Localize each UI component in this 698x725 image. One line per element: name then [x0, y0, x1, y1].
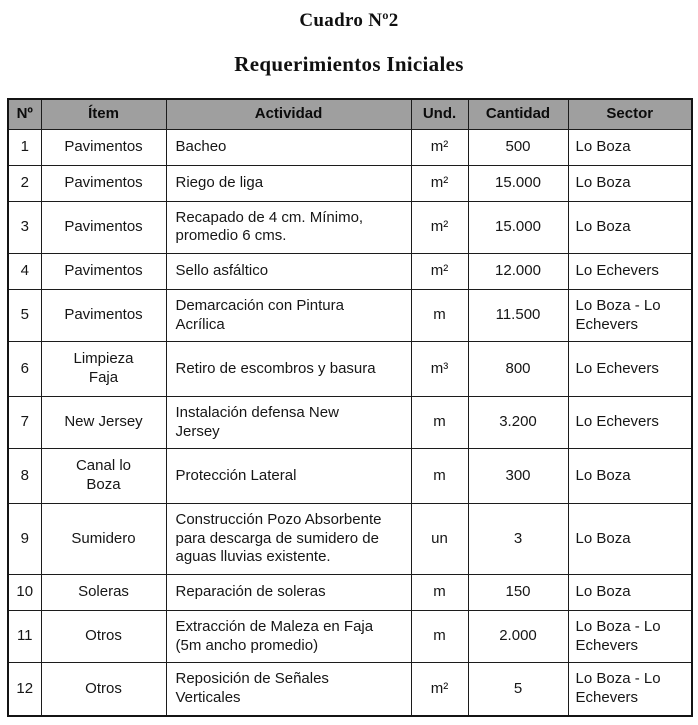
cell-item: Otros [41, 663, 166, 716]
cell-actividad: Construcción Pozo Absorbente para descarga de sumidero de aguas lluvias existente. [166, 503, 411, 574]
table-row [8, 503, 692, 574]
cell-und: m² [411, 130, 468, 166]
cell-item: Canal lo Boza [41, 449, 166, 504]
header-item: Ítem [41, 99, 166, 130]
cell-item: Pavimentos [41, 289, 166, 342]
cell-actividad: Demarcación con Pintura Acrílica [166, 289, 411, 342]
cell-num: 6 [8, 342, 41, 397]
cell-item: Pavimentos [41, 165, 166, 201]
cell-und: m² [411, 254, 468, 290]
cell-cantidad: 5 [468, 663, 568, 716]
cell-und: m² [411, 201, 468, 254]
cell-cantidad: 12.000 [468, 254, 568, 290]
table-row [8, 254, 692, 290]
cell-und: m [411, 610, 468, 663]
table-row [8, 663, 692, 716]
cell-num: 8 [8, 449, 41, 504]
cell-und: m [411, 449, 468, 504]
cell-sector: Lo Boza [568, 201, 692, 254]
header-sector: Sector [568, 99, 692, 130]
cell-sector: Lo Boza - Lo Echevers [568, 610, 692, 663]
header-actividad: Actividad [166, 99, 411, 130]
cell-cantidad: 15.000 [468, 165, 568, 201]
cell-item: Pavimentos [41, 254, 166, 290]
cell-num: 12 [8, 663, 41, 716]
table-row [8, 575, 692, 611]
cell-actividad: Sello asfáltico [166, 254, 411, 290]
cell-num: 3 [8, 201, 41, 254]
cell-cantidad: 2.000 [468, 610, 568, 663]
cell-cantidad: 15.000 [468, 201, 568, 254]
cell-num: 1 [8, 130, 41, 166]
cell-actividad: Protección Lateral [166, 449, 411, 504]
table-header-row [8, 99, 692, 130]
table-row [8, 165, 692, 201]
cell-sector: Lo Boza [568, 503, 692, 574]
cell-sector: Lo Boza [568, 575, 692, 611]
table-row [8, 130, 692, 166]
cell-und: m³ [411, 342, 468, 397]
cell-actividad: Reparación de soleras [166, 575, 411, 611]
table-row [8, 449, 692, 504]
cell-cantidad: 11.500 [468, 289, 568, 342]
table-row [8, 342, 692, 397]
document-title: Cuadro Nº2 [299, 10, 399, 31]
cell-num: 2 [8, 165, 41, 201]
cell-cantidad: 800 [468, 342, 568, 397]
header-num: Nº [8, 99, 41, 130]
cell-cantidad: 3.200 [468, 396, 568, 449]
cell-item: Soleras [41, 575, 166, 611]
cell-item: New Jersey [41, 396, 166, 449]
cell-sector: Lo Boza - Lo Echevers [568, 663, 692, 716]
cell-actividad: Retiro de escombros y basura [166, 342, 411, 397]
cell-num: 5 [8, 289, 41, 342]
table-row [8, 289, 692, 342]
cell-sector: Lo Boza - Lo Echevers [568, 289, 692, 342]
cell-und: m [411, 289, 468, 342]
cell-num: 11 [8, 610, 41, 663]
requirements-table [7, 98, 693, 717]
cell-und: m [411, 396, 468, 449]
cell-num: 9 [8, 503, 41, 574]
cell-und: m [411, 575, 468, 611]
cell-cantidad: 300 [468, 449, 568, 504]
cell-item: Pavimentos [41, 201, 166, 254]
cell-sector: Lo Boza [568, 165, 692, 201]
document-subtitle: Requerimientos Iniciales [234, 52, 464, 76]
cell-num: 10 [8, 575, 41, 611]
table-row [8, 610, 692, 663]
cell-sector: Lo Echevers [568, 342, 692, 397]
table-row [8, 201, 692, 254]
cell-actividad: Recapado de 4 cm. Mínimo, promedio 6 cms. [166, 201, 411, 254]
cell-item: Pavimentos [41, 130, 166, 166]
cell-num: 4 [8, 254, 41, 290]
cell-cantidad: 150 [468, 575, 568, 611]
cell-actividad: Instalación defensa New Jersey [166, 396, 411, 449]
cell-cantidad: 500 [468, 130, 568, 166]
cell-actividad: Riego de liga [166, 165, 411, 201]
cell-num: 7 [8, 396, 41, 449]
table-row [8, 396, 692, 449]
cell-actividad: Bacheo [166, 130, 411, 166]
cell-und: m² [411, 663, 468, 716]
cell-item: Sumidero [41, 503, 166, 574]
cell-actividad: Reposición de Señales Verticales [166, 663, 411, 716]
cell-actividad: Extracción de Maleza en Faja (5m ancho promedio) [166, 610, 411, 663]
cell-cantidad: 3 [468, 503, 568, 574]
cell-und: un [411, 503, 468, 574]
header-und: Und. [411, 99, 468, 130]
cell-sector: Lo Echevers [568, 254, 692, 290]
cell-item: Limpieza Faja [41, 342, 166, 397]
header-cantidad: Cantidad [468, 99, 568, 130]
cell-sector: Lo Boza [568, 449, 692, 504]
cell-sector: Lo Echevers [568, 396, 692, 449]
cell-und: m² [411, 165, 468, 201]
cell-sector: Lo Boza [568, 130, 692, 166]
cell-item: Otros [41, 610, 166, 663]
